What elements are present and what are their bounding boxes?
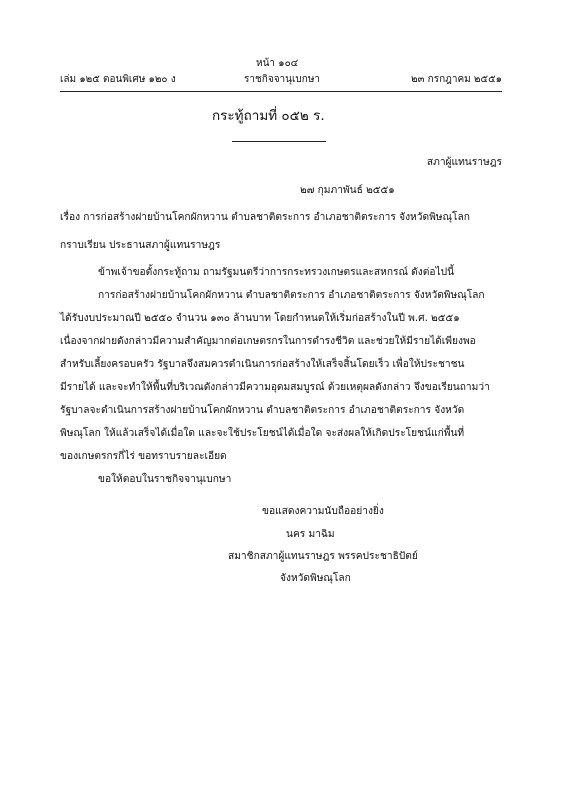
- body-line: สำหรับเลี้ยงครอบครัว รัฐบาลจึงสมควรดำเนินการก่อสร้างให้เสร็จสิ้นโดยเร็ว เพื่อให้ประชาชน: [60, 359, 465, 370]
- answer-request: ขอให้ตอบในราชกิจจานุเบกษา: [98, 474, 232, 485]
- gazette-name: ราชกิจจานุเบกษา: [244, 74, 321, 85]
- body-line: การก่อสร้างฝายบ้านโคกผักหวาน ตำบลชาติตระการ อำเภอชาติตระการ จังหวัดพิษณุโลก: [98, 290, 485, 301]
- body-line: พิษณุโลก ให้แล้วเสร็จได้เมื่อใด และจะใช้ประโยชน์ได้เมื่อใด จะส่งผลให้เกิดประโยชน์แก่พื้นที่: [60, 428, 465, 439]
- title-underline: [232, 141, 326, 142]
- signer-name: นคร มาฉิม: [286, 529, 335, 540]
- document-title: กระทู้ถามที่ ๐๕๒ ร.: [212, 108, 325, 124]
- volume-issue: เล่ม ๑๒๕ ตอนพิเศษ ๑๒๐ ง: [60, 74, 176, 85]
- gazette-date: ๒๓ กรกฎาคม ๒๕๕๑: [411, 74, 502, 85]
- body-line: รัฐบาลจะดำเนินการสร้างฝายบ้านโคกผักหวาน ตำบลชาติตระการ อำเภอชาติตระการ จังหวัด: [60, 405, 465, 416]
- sender-office: สภาผู้แทนราษฎร: [426, 157, 502, 168]
- header-rule: [60, 91, 502, 92]
- question-intro: ข้าพเจ้าขอตั้งกระทู้ถาม ถามรัฐมนตรีว่าการกระทรวงเกษตรและสหกรณ์ ดังต่อไปนี้: [98, 267, 455, 278]
- signer-province: จังหวัดพิษณุโลก: [280, 573, 351, 584]
- subject-line: เรื่อง การก่อสร้างฝายบ้านโคกผักหวาน ตำบลชาติตระการ อำเภอชาติตระการ จังหวัดพิษณุโลก: [60, 212, 470, 223]
- sender-date: ๒๗ กุมภาพันธ์ ๒๕๕๑: [300, 185, 395, 196]
- salutation: กราบเรียน ประธานสภาผู้แทนราษฎร: [60, 240, 221, 251]
- closing: ขอแสดงความนับถืออย่างยิ่ง: [262, 506, 384, 517]
- signer-position: สมาชิกสภาผู้แทนราษฎร พรรคประชาธิปัตย์: [228, 551, 418, 562]
- body-line: มีรายได้ และจะทำให้พื้นที่บริเวณดังกล่าวมีความอุดมสมบูรณ์ ด้วยเหตุผลดังกล่าว จึงขอเรียนถามว่า: [60, 382, 490, 393]
- body-line: ได้รับงบประมาณปี ๒๕๕๐ จำนวน ๑๓๐ ล้านบาท โดยกำหนดให้เริ่มก่อสร้างในปี พ.ศ. ๒๕๕๑: [60, 313, 460, 324]
- body-line: ของเกษตรกรกี่ไร่ ขอทราบรายละเอียด: [60, 451, 227, 462]
- body-line: เนื่องจากฝายดังกล่าวมีความสำคัญมากต่อเกษตรกรในการดำรงชีวิต และช่วยให้มีรายได้เพียงพอ: [60, 336, 476, 347]
- page-number: หน้า ๑๐๔: [256, 58, 299, 69]
